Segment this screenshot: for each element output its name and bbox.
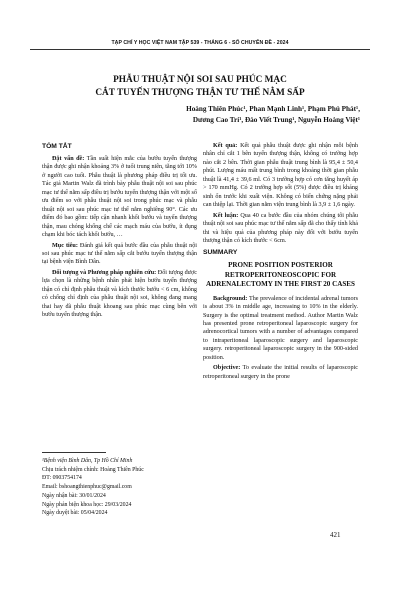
- methods-label: Đối tượng và Phương pháp nghiên cứu:: [52, 269, 157, 276]
- footnote-line: Email: bshoangthienphuc@gmail.com: [42, 484, 132, 491]
- results-label: Kết quả:: [213, 143, 238, 149]
- author-line: Dương Cao Trí¹, Đào Viết Trung¹, Nguyễn Hoàng Việt¹: [192, 115, 360, 124]
- conclusion-text: Qua 40 ca bước đầu của nhóm chúng tôi phẫu thuật nội soi sau phúc mạc tư thế nằm sấp đã cho thấy tính khả thi và hiệu quả của phương pháp này đối với bướu tuyến thượng thận có kích thước < 6cm.: [203, 212, 358, 244]
- summary-background-text: The prevalence of incidental adrenal tumors is about 3% in middle age, increasing to 10% in the elderly. Surgery is the optimal treatment method. Author Martin Walz has presented prone retroperitoneal laparoscopic surgery for adrenocortical tumors with a number of advantages compared to intraperitoneal laparoscopic surgery and laparoscopic surgery. retroperitoneal laparoscopic surgery in the 900-sided position.: [203, 295, 358, 361]
- abstract-background: [42, 155, 197, 240]
- author-list: [180, 104, 360, 126]
- methods-text: Đối tượng được lựa chọn là những bệnh nhân phát hiện bướu tuyến thượng thận có chỉ định phẫu thuật và kích thước bướu < 6 cm, không có chống chỉ định của phẫu thuật nội soi, không đang mang thai hay đã phẫu thuật khoang sau phúc mạc cùng bên với bướu tuyến thượng thận.: [42, 269, 197, 319]
- footnote-affiliation: ¹Bệnh viện Bình Dân, Tp Hồ Chí Minh: [42, 458, 133, 464]
- abstract-conclusion: [203, 212, 358, 246]
- summary-background: [203, 295, 358, 363]
- summary-heading: SUMMARY: [203, 249, 238, 257]
- title-line: CẮT TUYẾN THƯỢNG THẬN TƯ THẾ NẰM SẤP: [95, 88, 305, 98]
- page-number: 421: [330, 531, 341, 539]
- background-label: Đặt vấn đề:: [52, 156, 85, 162]
- abstract-vietnamese: [42, 142, 197, 320]
- objective-text: Đánh giá kết quả bước đầu của phẫu thuật nội soi sau phúc mạc tư thế nằm sấp cắt bướu tuyến thượng thận tại bệnh viện Bình Dân.: [42, 242, 197, 266]
- abstract-right-column: [203, 142, 358, 381]
- journal-header: TẠP CHÍ Y HỌC VIỆT NAM TẬP 539 - THÁNG 6 - SỐ CHUYÊN ĐỀ - 2024: [111, 40, 289, 46]
- summary-objective-text: To evaluate the initial results of laparoscopic retroperitoneal surgery in the prone: [203, 365, 358, 380]
- footnote-line: Chịu trách nhiệm chính: Hoàng Thiên Phúc: [42, 466, 144, 473]
- author-line: Hoàng Thiên Phúc¹, Phan Mạnh Linh¹, Phạm Phú Phát¹,: [186, 105, 360, 113]
- summary-title: PRONE POSITION POSTERIOR RETROPERITONEOSCOPIC FOR ADRENALECTOMY IN THE FIRST 20 CASES: [206, 261, 355, 289]
- header-rule: [30, 49, 370, 50]
- footnote-line: ĐT: 0903754174: [42, 475, 82, 482]
- footnote-line: Ngày duyệt bài: 05/04/2024: [42, 510, 108, 517]
- title-line: PHẪU THUẬT NỘI SOI SAU PHÚC MẠC: [113, 75, 287, 85]
- abstract-heading: TÓM TẮT: [42, 143, 72, 150]
- footnote-rule: [42, 452, 106, 453]
- footnote-line: Ngày phản biện khoa học: 29/03/2024: [42, 501, 132, 508]
- background-text: Tần suất hiện mắc của bướu tuyến thượng thận được ghi nhận khoảng 3% ở tuổi trung niên, tăng tới 10% ở người cao tuổi. Phẫu thuật là phương pháp điều trị tối ưu. Tác giả Martin Walz đã trình bày phẫu thuật nội soi sau phúc mạc tư thế nằm sấp điều trị bướu tuyến thượng thận với một số ưu điểm so với phẫu thuật nội soi trong phúc mạc và phẫu thuật nội soi sau phúc mạc tư thế nằm nghiêng 90°. Các ưu điểm đó bao gồm: tiếp cận nhanh khối bướu và tuyến thượng thận, mau chóng khống chế các mạch máu của bướu, ít đụng chạm khi bóc tách khối bướu, …: [42, 156, 197, 239]
- results-text: Kết quả phẫu thuật được ghi nhận mỗi bệnh nhân chỉ cắt 1 bên tuyến thượng thận, không có trường hợp nào cắt 2 bên. Thời gian phẫu thuật trung bình là 95,4 ± 50,4 phút. Lượng máu mất trung bình trong khoảng thời gian phẫu thuật là 41,4 ± 39,6 ml. Có 3 trường hợp có cơn tăng huyết áp > 170 mmHg. Có 2 trường hợp sốt (5%) được điều trị kháng sinh ổn trước khi xuất viện. Không có biến chứng nặng phải can thiệp lại. Thời gian nằm viện trung bình là 3,9 ± 1,6 ngày.: [203, 143, 358, 209]
- summary-background-label: Background:: [213, 295, 248, 302]
- footnotes: [42, 457, 197, 518]
- article-title: [60, 74, 340, 100]
- abstract-objective: [42, 242, 197, 267]
- conclusion-label: Kết luận:: [213, 212, 239, 219]
- objective-label: Mục tiêu:: [52, 242, 78, 249]
- abstract-methods: [42, 269, 197, 320]
- summary-objective-label: Objective:: [213, 365, 241, 372]
- abstract-results: [203, 142, 358, 210]
- footnote-line: Ngày nhận bài: 30/01/2024: [42, 492, 106, 499]
- summary-objective: [203, 364, 358, 381]
